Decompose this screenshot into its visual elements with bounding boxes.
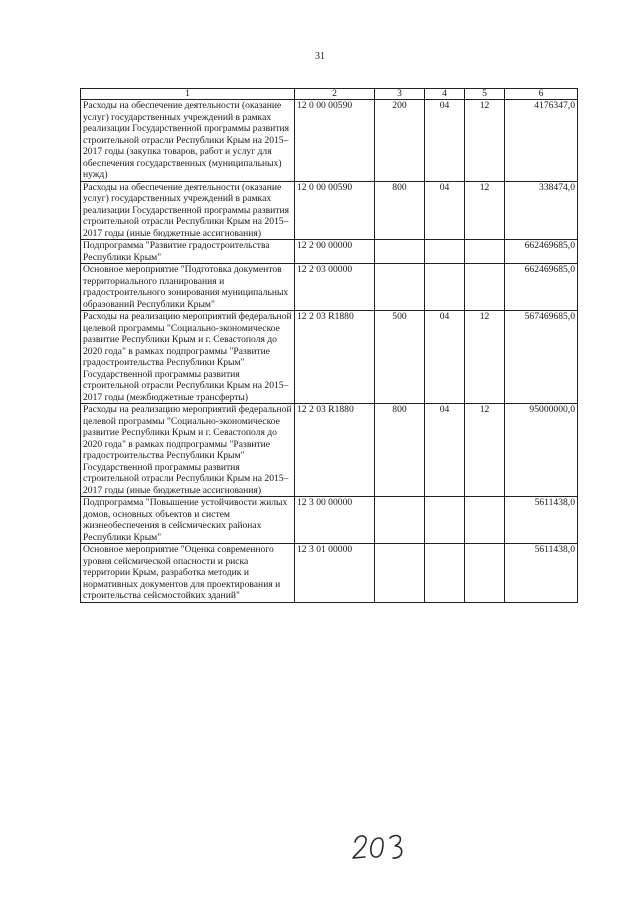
row-rz <box>425 240 465 264</box>
row-pr: 12 <box>465 311 505 404</box>
row-name: Расходы на обеспечение деятельности (оказание услуг) государственных учреждений в рамках реализации Государственной программы развития строительной отрасли Республики Крым на 2015–2017 годы (закупка товаров, работ и услуг для обеспечения государственных (муниципальных) нужд) <box>81 100 295 182</box>
row-rz <box>425 544 465 603</box>
row-vr <box>375 264 425 311</box>
row-pr <box>465 240 505 264</box>
row-name: Расходы на обеспечение деятельности (оказание услуг) государственных учреждений в рамках реализации Государственной программы развития строительной отрасли Республики Крым на 2015–2017 годы (иные бюджетные ассигнования) <box>81 181 295 240</box>
row-code: 12 3 01 00000 <box>295 544 375 603</box>
table-row <box>81 404 578 497</box>
row-vr: 500 <box>375 311 425 404</box>
row-rz: 04 <box>425 100 465 182</box>
table-row <box>81 264 578 311</box>
table-row <box>81 100 578 182</box>
row-name: Расходы на реализацию мероприятий федеральной целевой программы "Социально-экономическое развитие Республики Крым и г. Севастополя до 2020 года" в рамках подпрограммы "Развитие градостроительства Республики Крым" Государственной программы развития строительной отрасли Республики Крым на 2015–2017 годы (межбюджетные трансферты) <box>81 311 295 404</box>
table-row <box>81 240 578 264</box>
row-amount: 95000000,0 <box>505 404 578 497</box>
row-amount: 4176347,0 <box>505 100 578 182</box>
row-pr <box>465 544 505 603</box>
row-vr: 200 <box>375 100 425 182</box>
row-amount: 5611438,0 <box>505 544 578 603</box>
row-amount: 338474,0 <box>505 181 578 240</box>
row-pr: 12 <box>465 404 505 497</box>
row-rz <box>425 264 465 311</box>
header-col-6: 6 <box>505 89 578 100</box>
row-name: Основное мероприятие "Подготовка документов территориального планирования и градостроительного зонирования муниципальных образований Республики Крым" <box>81 264 295 311</box>
header-col-1: 1 <box>81 89 295 100</box>
table-row <box>81 544 578 603</box>
header-row <box>81 89 578 100</box>
row-code: 12 0 00 00590 <box>295 100 375 182</box>
row-vr <box>375 240 425 264</box>
row-pr <box>465 264 505 311</box>
row-rz <box>425 497 465 544</box>
row-code: 12 2 03 R1880 <box>295 404 375 497</box>
row-code: 12 2 03 R1880 <box>295 311 375 404</box>
header-col-5: 5 <box>465 89 505 100</box>
row-code: 12 0 00 00590 <box>295 181 375 240</box>
page-number: 31 <box>315 51 325 62</box>
row-vr: 800 <box>375 181 425 240</box>
row-name: Основное мероприятие "Оценка современного уровня сейсмической опасности и риска территории Крым, разработка методик и нормативных документов для проектирования и строительства сейсмостойких зданий" <box>81 544 295 603</box>
row-name: Подпрограмма "Развитие градостроительства Республики Крым" <box>81 240 295 264</box>
header-col-2: 2 <box>295 89 375 100</box>
header-col-3: 3 <box>375 89 425 100</box>
table-row <box>81 311 578 404</box>
row-name: Подпрограмма "Повышение устойчивости жилых домов, основных объектов и систем жизнеобеспечения в сейсмических районах Республики Крым" <box>81 497 295 544</box>
row-pr <box>465 497 505 544</box>
row-code: 12 2 00 00000 <box>295 240 375 264</box>
row-amount: 662469685,0 <box>505 264 578 311</box>
row-pr: 12 <box>465 181 505 240</box>
row-name: Расходы на реализацию мероприятий федеральной целевой программы "Социально-экономическое развитие Республики Крым и г. Севастополя до 2020 года" в рамках подпрограммы "Развитие градостроительства Республики Крым" Государственной программы развития строительной отрасли Республики Крым на 2015–2017 годы (иные бюджетные ассигнования) <box>81 404 295 497</box>
header-col-4: 4 <box>425 89 465 100</box>
table-row <box>81 181 578 240</box>
row-amount: 662469685,0 <box>505 240 578 264</box>
row-vr: 800 <box>375 404 425 497</box>
row-vr <box>375 497 425 544</box>
row-code: 12 3 00 00000 <box>295 497 375 544</box>
row-code: 12 2 03 00000 <box>295 264 375 311</box>
table-row <box>81 497 578 544</box>
row-amount: 567469685,0 <box>505 311 578 404</box>
row-rz: 04 <box>425 311 465 404</box>
row-rz: 04 <box>425 404 465 497</box>
row-amount: 5611438,0 <box>505 497 578 544</box>
budget-table <box>80 88 578 603</box>
row-rz: 04 <box>425 181 465 240</box>
row-vr <box>375 544 425 603</box>
row-pr: 12 <box>465 100 505 182</box>
handwritten-page-mark <box>349 830 409 864</box>
